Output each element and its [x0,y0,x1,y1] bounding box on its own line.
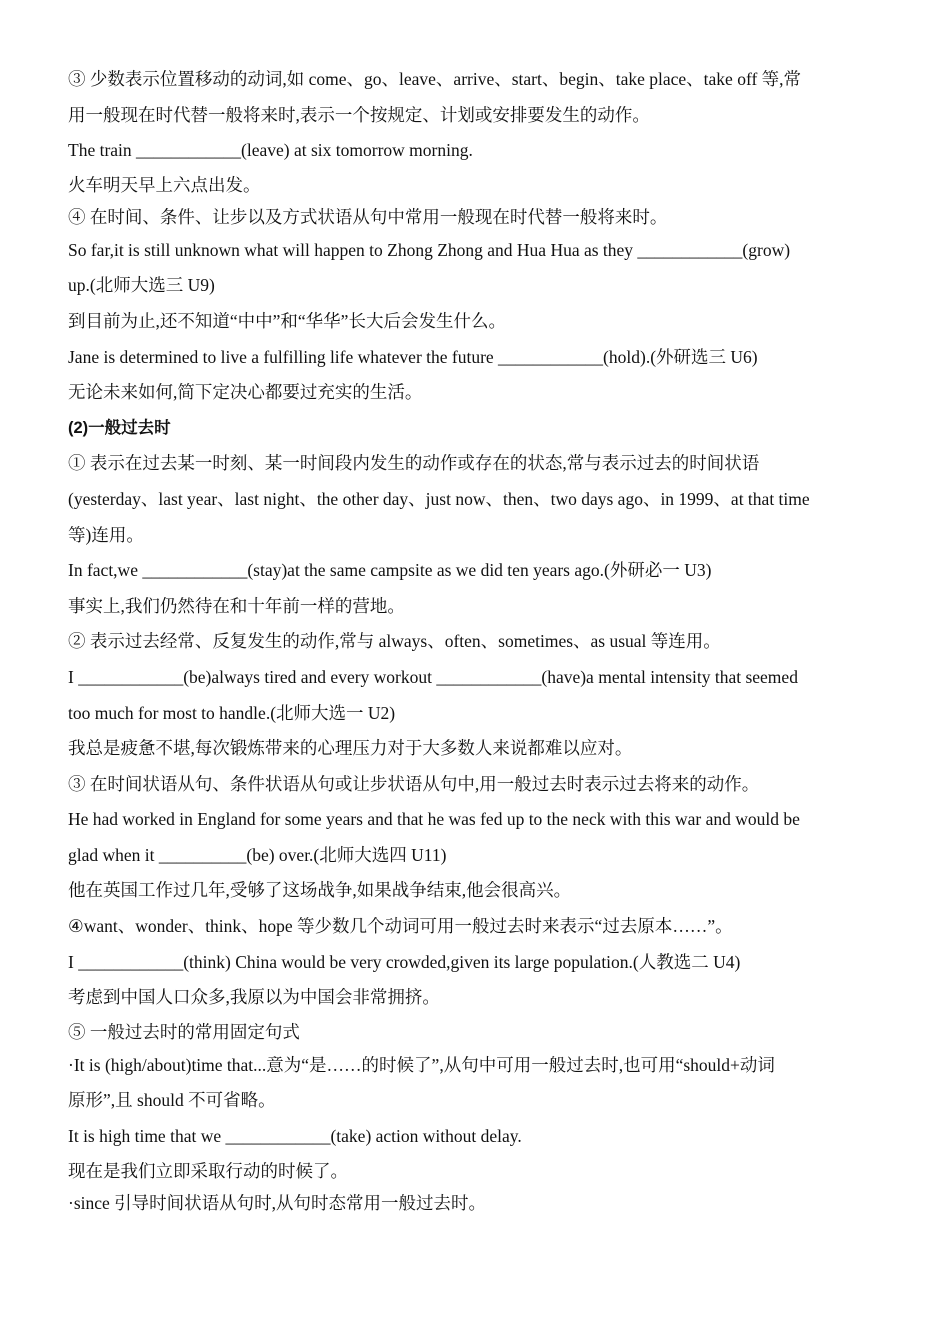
exercise-sentence: In fact,we ____________(stay)at the same campsite as we did ten years ago.(外研必一 U3) [68,560,712,581]
exercise-sentence: It is high time that we ____________(take) action without delay. [68,1126,522,1147]
translation-line: 无论未来如何,简下定决心都要过充实的生活。 [68,382,423,403]
translation-line: 到目前为止,还不知道“中中”和“华华”长大后会发生什么。 [68,310,506,331]
translation-line: 考虑到中国人口众多,我原以为中国会非常拥挤。 [68,987,440,1008]
translation-line: 事实上,我们仍然待在和十年前一样的营地。 [68,595,405,616]
section-heading: (2)一般过去时 [68,418,171,437]
rule-line: ① 表示在过去某一时刻、某一时间段内发生的动作或存在的状态,常与表示过去的时间状语 [68,453,760,474]
rule-line: (yesterday、last year、last night、the other day、just now、then、two days ago、in 1999、at that time [68,488,810,509]
translation-line: 我总是疲惫不堪,每次锻炼带来的心理压力对于大多数人来说都难以应对。 [68,738,633,759]
exercise-sentence: So far,it is still unknown what will happen to Zhong Zhong and Hua Hua as they ____________(grow) [68,239,791,260]
translation-line: 他在英国工作过几年,受够了这场战争,如果战争结束,他会很高兴。 [68,880,572,901]
exercise-sentence-cont: too much for most to handle.(北师大选一 U2) [68,702,396,723]
translation-line: 火车明天早上六点出发。 [68,174,261,195]
exercise-sentence-cont: glad when it __________(be) over.(北师大选四 U11) [68,844,447,865]
text-line: 用一般现在时代替一般将来时,表示一个按规定、计划或安排要发生的动作。 [68,104,650,125]
rule-line: ·It is (high/about)time that...意为“是……的时候了”,从句中可用一般过去时,也可用“should+动词 [68,1054,775,1075]
exercise-sentence: He had worked in England for some years and that he was fed up to the neck with this war and would be [68,809,800,830]
rule-line: ④ 在时间、条件、让步以及方式状语从句中常用一般现在时代替一般将来时。 [68,206,668,227]
exercise-sentence: Jane is determined to live a fulfilling life whatever the future ____________(hold).(外研选三 U6) [68,346,758,367]
exercise-sentence: I ____________(be)always tired and every workout ____________(have)a mental intensity that seemed [68,666,798,687]
rule-line: ④want、wonder、think、hope 等少数几个动词可用一般过去时来表示“过去原本……”。 [68,916,733,937]
text-line: ③ 少数表示位置移动的动词,如 come、go、leave、arrive、start、begin、take place、take off 等,常 [68,69,802,89]
exercise-sentence: I ____________(think) China would be very crowded,given its large population.(人教选二 U4) [68,951,741,972]
rule-line: ·since 引导时间状语从句时,从句时态常用一般过去时。 [68,1192,487,1213]
rule-line: ③ 在时间状语从句、条件状语从句或让步状语从句中,用一般过去时表示过去将来的动作。 [68,773,760,794]
translation-line: 现在是我们立即采取行动的时候了。 [68,1160,348,1181]
rule-line: ⑤ 一般过去时的常用固定句式 [68,1021,300,1042]
document-page [68,62,882,1219]
exercise-sentence: The train ____________(leave) at six tomorrow morning. [68,140,473,161]
rule-line: 等)连用。 [68,524,144,545]
rule-line: 原形”,且 should 不可省略。 [68,1090,276,1111]
exercise-sentence-cont: up.(北师大选三 U9) [68,275,215,296]
rule-line: ② 表示过去经常、反复发生的动作,常与 always、often、sometimes、as usual 等连用。 [68,631,721,652]
